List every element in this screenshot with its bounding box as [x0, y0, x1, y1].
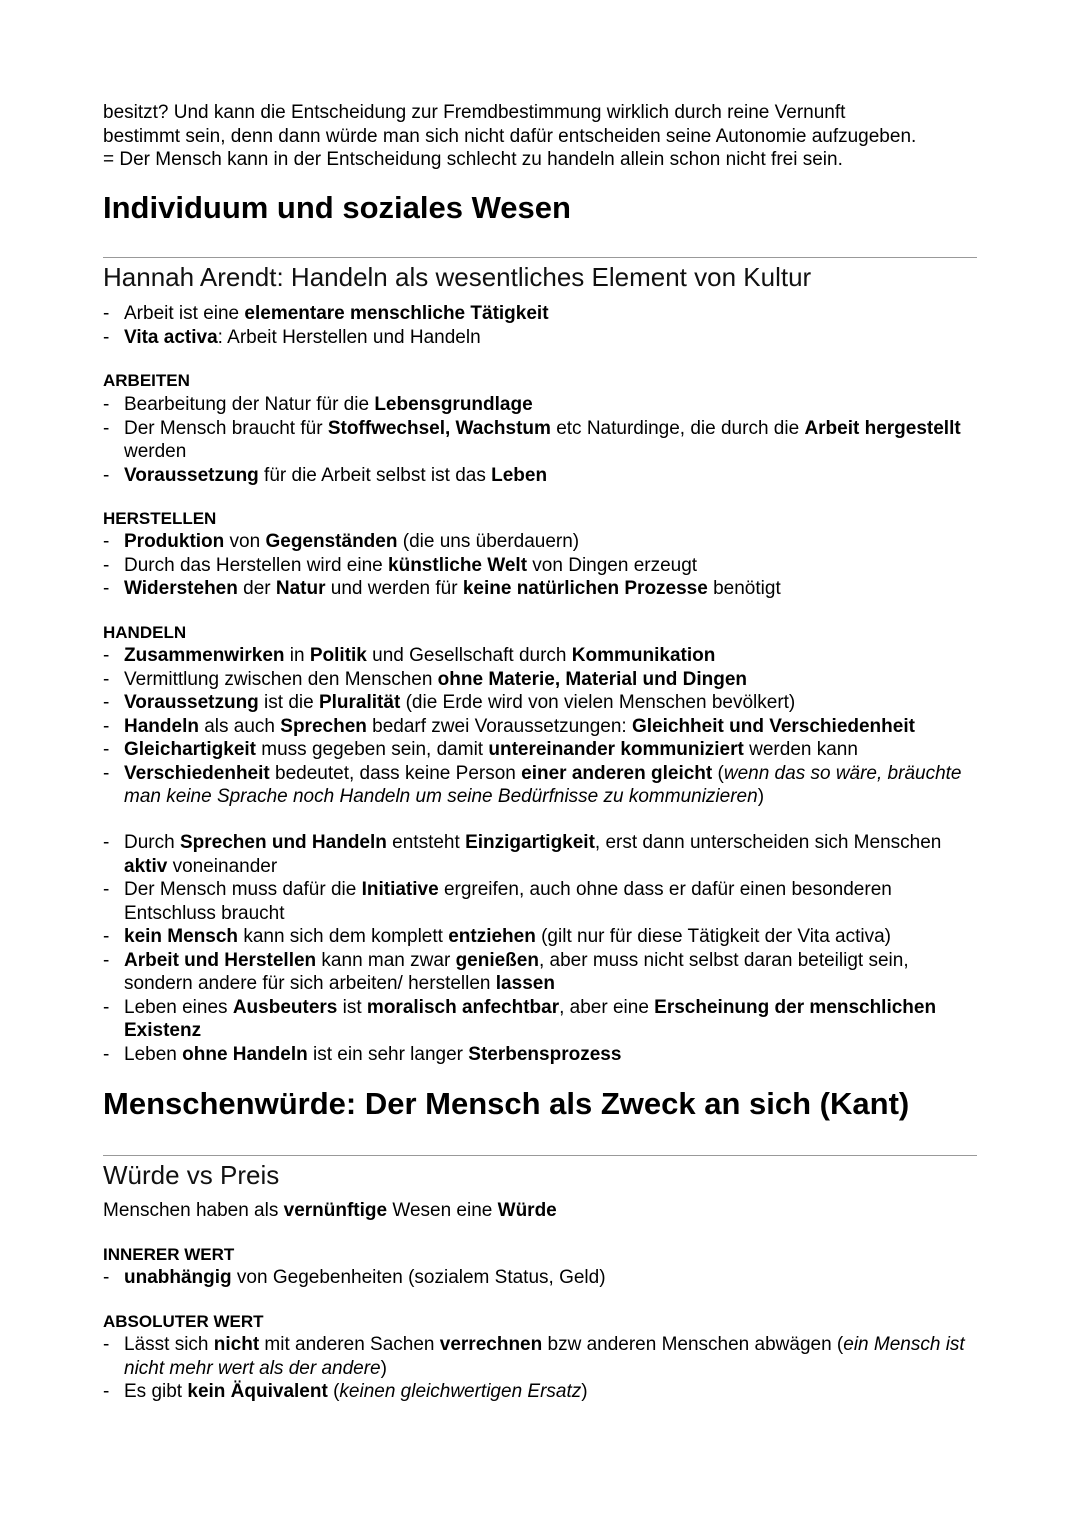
bold-text: Arbeit und Herstellen	[124, 949, 317, 971]
bold-text: Voraussetzung	[124, 692, 259, 713]
italic-text: wenn das so wäre, bräuchte man keine Sprache noch Handeln um seine Bedürfnisse zu kommunizieren	[124, 762, 962, 807]
text: von Gegebenheiten (sozialem Status, Geld)	[231, 1267, 606, 1288]
text: , aber muss nicht selbst daran beteiligt sein, sondern andere für sich arbeiten/ herstellen	[124, 949, 909, 994]
intro-paragraph	[103, 101, 977, 172]
divider	[103, 257, 977, 258]
bullet-dash-icon: -	[103, 879, 110, 900]
text: Lässt sich	[124, 1334, 214, 1355]
text: ist	[337, 996, 367, 1018]
bold-text: nicht	[213, 1334, 260, 1355]
category-label: INNERER WERT	[103, 1245, 235, 1264]
text: ist ein sehr langer	[307, 1043, 469, 1065]
bullet-list	[103, 393, 977, 487]
bold-text: Würde	[497, 1200, 557, 1221]
bold-text: aktiv	[124, 855, 168, 877]
text: ergreifen, auch ohne dass er dafür einen besonderen Entschluss braucht	[124, 879, 892, 924]
text: entsteht	[386, 832, 466, 853]
list-item	[103, 878, 977, 925]
list-item	[103, 1380, 977, 1404]
list-item	[103, 691, 977, 715]
text-line: bestimmt sein, denn dann würde man sich nicht dafür entscheiden seine Autonomie aufzugeben.	[103, 125, 917, 147]
text: von Dingen erzeugt	[527, 554, 698, 576]
text: für die Arbeit selbst ist das	[258, 464, 492, 486]
text: muss gegeben sein, damit	[256, 739, 489, 760]
bold-text: künstliche Welt	[388, 554, 528, 576]
text: Bearbeitung der Natur für die	[124, 394, 375, 415]
bold-text: Einzigartigkeit	[465, 832, 595, 853]
text: Menschen haben als	[103, 1200, 284, 1221]
bullet-dash-icon: -	[103, 645, 110, 666]
bullet-dash-icon: -	[103, 531, 110, 552]
bold-text: Leben	[491, 464, 548, 486]
bullet-dash-icon: -	[103, 739, 110, 760]
list-item	[103, 715, 977, 739]
text: bedeutet, dass keine Person	[269, 762, 522, 784]
bold-text: ohne Handeln	[182, 1043, 308, 1065]
text: Durch	[124, 832, 180, 853]
bold-text: untereinander kommuniziert	[488, 739, 744, 760]
bullet-dash-icon: -	[103, 578, 110, 599]
text: : Arbeit Herstellen und Handeln	[217, 326, 481, 348]
bullet-list	[103, 831, 977, 1066]
bold-text: einer anderen gleicht	[521, 762, 713, 784]
bold-text: Politik	[309, 645, 367, 666]
bold-text: Widerstehen	[124, 578, 238, 599]
bullet-list	[103, 1266, 977, 1290]
text: und Gesellschaft durch	[366, 645, 572, 666]
text: , erst dann unterscheiden sich Menschen	[594, 832, 942, 853]
list-item	[103, 831, 977, 878]
bold-text: Pluralität	[318, 692, 401, 713]
bold-text: Erscheinung der menschlichen Existenz	[124, 996, 937, 1041]
list-item	[103, 530, 977, 554]
text: benötigt	[707, 578, 781, 599]
text: Leben	[124, 1043, 183, 1065]
text: Arbeit ist eine	[124, 303, 245, 324]
list-item	[103, 738, 977, 762]
paragraph	[103, 1199, 977, 1223]
bold-text: kein Mensch	[124, 926, 239, 947]
text: Der Mensch braucht für	[124, 417, 328, 439]
text: (gilt nur für diese Tätigkeit der Vita activa)	[535, 926, 892, 947]
category-label: ARBEITEN	[103, 371, 190, 390]
text: kann sich dem komplett	[238, 926, 449, 947]
bold-text: genießen	[455, 949, 539, 971]
list-item	[103, 668, 977, 692]
category-label: HERSTELLEN	[103, 509, 217, 528]
bullet-list	[103, 1333, 977, 1404]
bold-text: Vita activa	[124, 326, 218, 348]
bold-text: Zusammenwirken	[124, 645, 285, 666]
text: (die uns überdauern)	[397, 531, 580, 552]
text: Der Mensch muss dafür die	[124, 879, 362, 900]
text: der	[237, 578, 276, 599]
bold-text: verrechnen	[439, 1334, 543, 1355]
bold-text: Sprechen	[280, 715, 367, 737]
list-item	[103, 762, 977, 809]
bold-text: entziehen	[448, 926, 536, 947]
divider	[103, 1155, 977, 1156]
bold-text: moralisch anfechtbar	[366, 996, 560, 1018]
text: von	[224, 531, 266, 552]
subsection-heading: Hannah Arendt: Handeln als wesentliches Element von Kultur	[103, 262, 812, 292]
text: ist die	[258, 692, 319, 713]
bold-text: Stoffwechsel, Wachstum	[327, 417, 551, 439]
text: Es gibt	[124, 1381, 188, 1402]
category-label: ABSOLUTER WERT	[103, 1312, 264, 1331]
list-item	[103, 1333, 977, 1380]
bullet-dash-icon: -	[103, 1043, 110, 1065]
bullet-dash-icon: -	[103, 1381, 110, 1402]
subsection-heading: Würde vs Preis	[103, 1160, 280, 1190]
bold-text: Gleichartigkeit	[124, 739, 256, 760]
bullet-dash-icon: -	[103, 417, 110, 439]
text: etc Naturdinge, die durch die	[550, 417, 805, 439]
list-item	[103, 925, 977, 949]
bold-text: Lebensgrundlage	[374, 394, 533, 415]
list-item	[103, 1266, 977, 1290]
bold-text: Produktion	[124, 531, 225, 552]
italic-text: ein Mensch ist nicht mehr wert als der andere	[124, 1334, 965, 1379]
list-item	[103, 302, 977, 326]
bullet-dash-icon: -	[103, 692, 110, 713]
bullet-dash-icon: -	[103, 394, 110, 415]
text: Leben eines	[124, 996, 233, 1018]
text: in	[284, 645, 310, 666]
text: Durch das Herstellen wird eine	[124, 554, 389, 576]
bullet-dash-icon: -	[103, 1334, 110, 1355]
list-item	[103, 554, 977, 578]
bold-text: kein Äquivalent	[187, 1381, 328, 1402]
list-item	[103, 996, 977, 1043]
bold-text: Initiative	[361, 879, 439, 900]
section-heading: Individuum und soziales Wesen	[103, 190, 571, 225]
bold-text: ohne Materie, Material und Dingen	[437, 668, 747, 690]
bold-text: Verschiedenheit	[124, 762, 270, 784]
bullet-dash-icon: -	[103, 949, 110, 971]
bullet-dash-icon: -	[103, 926, 110, 947]
bold-text: Handeln	[124, 715, 199, 737]
list-item	[103, 1043, 977, 1067]
bullet-dash-icon: -	[103, 1267, 110, 1288]
list-item	[103, 644, 977, 668]
text: )	[380, 1357, 387, 1379]
text: und werden für	[325, 578, 463, 599]
text: , aber eine	[559, 996, 655, 1018]
bullet-list	[103, 302, 977, 349]
bold-text: Gleichheit und Verschiedenheit	[631, 715, 915, 737]
list-item	[103, 949, 977, 996]
text: mit anderen Sachen	[259, 1334, 440, 1355]
text: bzw anderen Menschen abwägen (	[542, 1334, 844, 1355]
text: )	[757, 786, 765, 807]
text: werden kann	[743, 739, 858, 760]
list-item	[103, 417, 977, 464]
bold-text: Ausbeuters	[232, 996, 338, 1018]
category-label: HANDELN	[103, 623, 187, 642]
bullet-list	[103, 644, 977, 809]
bullet-dash-icon: -	[103, 303, 110, 324]
text-line: = Der Mensch kann in der Entscheidung schlecht zu handeln allein schon nicht frei sein.	[103, 149, 843, 170]
bullet-dash-icon: -	[103, 554, 110, 576]
list-item	[103, 393, 977, 417]
bold-text: Sprechen und Handeln	[179, 832, 387, 853]
bold-text: vernünftige	[283, 1200, 388, 1221]
text: )	[581, 1381, 588, 1402]
text: voneinander	[167, 855, 278, 877]
text: bedarf zwei Voraussetzungen:	[366, 715, 632, 737]
bold-text: Gegenständen	[265, 531, 398, 552]
bold-text: lassen	[495, 973, 555, 994]
bold-text: Sterbensprozess	[468, 1043, 622, 1065]
bold-text: Natur	[275, 578, 326, 599]
bold-text: Voraussetzung	[124, 464, 259, 486]
bold-text: keine natürlichen Prozesse	[462, 578, 708, 599]
bullet-dash-icon: -	[103, 832, 110, 853]
bold-text: Kommunikation	[571, 645, 716, 666]
bold-text: unabhängig	[124, 1267, 232, 1288]
text: Wesen eine	[387, 1200, 498, 1221]
list-item	[103, 326, 977, 350]
list-item	[103, 464, 977, 488]
text: kann man zwar	[316, 949, 456, 971]
bullet-dash-icon: -	[103, 668, 110, 690]
italic-text: keinen gleichwertigen Ersatz	[339, 1381, 582, 1402]
bullet-dash-icon: -	[103, 715, 110, 737]
bold-text: elementare menschliche Tätigkeit	[244, 303, 549, 324]
bullet-list	[103, 530, 977, 601]
bullet-dash-icon: -	[103, 326, 110, 348]
text: (	[327, 1381, 340, 1402]
section-heading: Menschenwürde: Der Mensch als Zweck an sich (Kant)	[103, 1086, 910, 1121]
text: (	[712, 762, 724, 784]
bullet-dash-icon: -	[103, 762, 110, 784]
text: Vermittlung zwischen den Menschen	[124, 668, 438, 690]
text: (die Erde wird von vielen Menschen bevölkert)	[400, 692, 796, 713]
list-item	[103, 577, 977, 601]
text: werden	[124, 441, 187, 462]
text: als auch	[198, 715, 281, 737]
text-line: besitzt? Und kann die Entscheidung zur Fremdbestimmung wirklich durch reine Vernunft	[103, 102, 846, 123]
bullet-dash-icon: -	[103, 996, 110, 1018]
bold-text: Arbeit hergestellt	[804, 417, 961, 439]
bullet-dash-icon: -	[103, 464, 110, 486]
